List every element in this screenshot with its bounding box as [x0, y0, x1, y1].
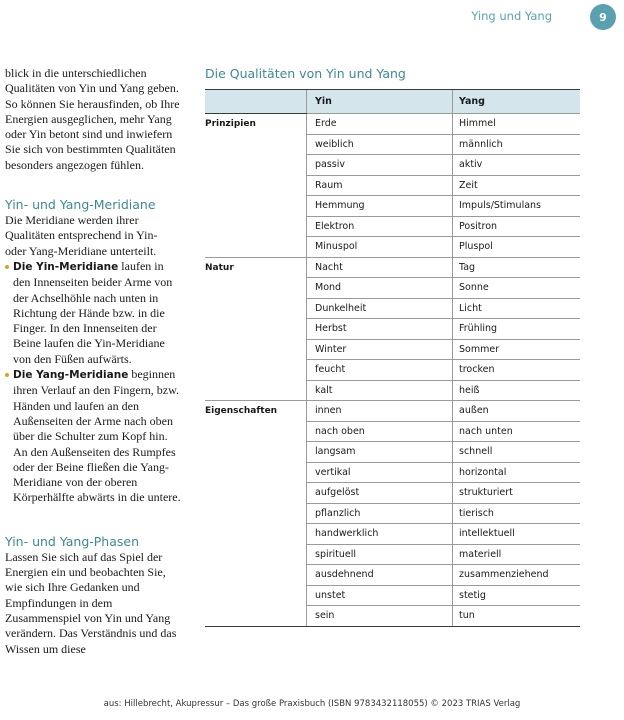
category-cell: Prinzipien [205, 119, 256, 129]
yang-cell: Positron [453, 216, 581, 237]
yang-cell: strukturiert [453, 483, 581, 504]
table-row [205, 360, 580, 381]
yang-cell: stetig [453, 585, 581, 606]
yang-cell: tun [453, 606, 581, 627]
yin-cell: unstet [307, 585, 453, 606]
table-row [205, 585, 580, 606]
yang-cell: intellektuell [453, 524, 581, 545]
yang-cell: Sommer [453, 339, 581, 360]
yin-cell: nach oben [307, 421, 453, 442]
table-row [205, 319, 580, 340]
table-row [205, 483, 580, 504]
yang-cell: heiß [453, 380, 581, 401]
yang-cell: Licht [453, 298, 581, 319]
footer-citation: aus: Hillebrecht, Akupressur – Das große Praxisbuch (ISBN 9783432118055) © 2023 TRIAS Verlag [103, 699, 521, 709]
yin-cell: ausdehnend [307, 565, 453, 586]
yang-cell: Pluspol [453, 237, 581, 258]
table-row [205, 524, 580, 545]
intro-paragraph: blick in die unterschiedlichen Qualitäten von Yin und Yang geben. So können Sie herausfinden, ob Ihre Energien ausgeglichen, mehr Yang oder Yin betont sind und inwiefern Sie sich von bestimmten Qualitäten besonders angezogen fühlen. [5, 66, 180, 172]
yang-cell: Tag [453, 257, 581, 278]
yin-cell: innen [307, 401, 453, 422]
yin-cell: Mond [307, 278, 453, 299]
yin-cell: Hemmung [307, 196, 453, 217]
table-row [205, 114, 580, 135]
table-header-row [205, 90, 580, 114]
yin-cell: Erde [307, 114, 453, 135]
header-cell-yang: Yang [453, 90, 581, 114]
yang-cell: schnell [453, 442, 581, 463]
table-row [205, 278, 580, 299]
yin-cell: Dunkelheit [307, 298, 453, 319]
yin-cell: langsam [307, 442, 453, 463]
category-cell [205, 237, 307, 258]
yin-cell: sein [307, 606, 453, 627]
table-row [205, 565, 580, 586]
bullet-text: beginnen ihren Verlauf an den Fingern, bzw. Händen und laufen an den Außenseiten der Arme nach oben über die Schulter zum Kopf hin. An den Außenseiten des Rumpfes oder der Beine fließen die Yang-Meridiane von der oberen Körperhälfte abwärts in die untere. [13, 367, 181, 505]
meridiane-paragraph: Die Meridiane werden ihrer Qualitäten entsprechend in Yin- oder Yang-Meridiane unterteilt. [5, 213, 158, 258]
yin-cell: aufgelöst [307, 483, 453, 504]
category-cell [205, 216, 307, 237]
list-item [5, 259, 181, 367]
yin-cell: Herbst [307, 319, 453, 340]
table-row [205, 544, 580, 565]
yang-cell: zusammenziehend [453, 565, 581, 586]
category-cell [205, 155, 307, 176]
meridiane-heading: Yin- und Yang-Meridiane [5, 197, 156, 213]
yang-cell: aktiv [453, 155, 581, 176]
left-column [5, 66, 181, 657]
table-row [205, 339, 580, 360]
table-row [205, 196, 580, 217]
category-cell [205, 134, 307, 155]
category-cell [205, 196, 307, 217]
category-cell [205, 585, 307, 606]
category-cell [205, 606, 307, 627]
table-row [205, 257, 580, 278]
category-cell [205, 298, 307, 319]
category-cell [205, 339, 307, 360]
table-row [205, 442, 580, 463]
category-cell [205, 462, 307, 483]
yang-cell: nach unten [453, 421, 581, 442]
bullet-bold: Die Yang-Meridiane [13, 369, 129, 382]
yang-cell: außen [453, 401, 581, 422]
category-cell: Natur [205, 262, 234, 273]
bullet-bold: Die Yin-Meridiane [13, 260, 119, 273]
yin-yang-table [205, 89, 580, 627]
phasen-paragraph: Lassen Sie sich auf das Spiel der Energien ein und beobachten Sie, wie sich Ihre Gedanken und Empfindungen in dem Zusammenspiel von Yin und Yang verändern. Das Verständnis und das Wissen um diese [5, 549, 177, 656]
category-cell [205, 565, 307, 586]
yin-cell: passiv [307, 155, 453, 176]
table-row [205, 216, 580, 237]
meridiane-list [5, 259, 181, 506]
yin-cell: Minuspol [307, 237, 453, 258]
yin-cell: Winter [307, 339, 453, 360]
table-row [205, 421, 580, 442]
table-title: Die Qualitäten von Yin und Yang [205, 66, 406, 81]
yin-cell: handwerklich [307, 524, 453, 545]
phasen-heading: Yin- und Yang-Phasen [5, 533, 140, 549]
table-row [205, 298, 580, 319]
table-row [205, 175, 580, 196]
yang-cell: Sonne [453, 278, 581, 299]
table-row [205, 155, 580, 176]
yang-cell: trocken [453, 360, 581, 381]
category-cell [205, 442, 307, 463]
yin-cell: Nacht [307, 257, 453, 278]
category-cell [205, 380, 307, 401]
category-cell [205, 544, 307, 565]
yin-cell: weiblich [307, 134, 453, 155]
bullet-text: laufen in den Innenseiten beider Arme von der Achselhöhle nach unten in Richtung der Hände bzw. in die Finger. In den Innenseiten der Beine laufen die Yin-Meridiane von den Füßen aufwärts. [13, 258, 173, 366]
yin-cell: kalt [307, 380, 453, 401]
category-cell [205, 503, 307, 524]
table-row [205, 462, 580, 483]
table-row [205, 380, 580, 401]
yang-cell: Himmel [453, 114, 581, 135]
category-cell: Eigenschaften [205, 406, 278, 416]
yang-cell: tierisch [453, 503, 581, 524]
table-row [205, 401, 580, 422]
yang-cell: horizontal [453, 462, 581, 483]
running-header: Ying und Yang [471, 9, 552, 23]
list-item [5, 367, 181, 506]
yang-cell: Zeit [453, 175, 581, 196]
table-row [205, 237, 580, 258]
yin-cell: vertikal [307, 462, 453, 483]
yang-cell: Frühling [453, 319, 581, 340]
category-cell [205, 524, 307, 545]
yin-cell: Elektron [307, 216, 453, 237]
table-row [205, 503, 580, 524]
header-cell-yin: Yin [307, 90, 453, 114]
category-cell [205, 360, 307, 381]
yin-cell: feucht [307, 360, 453, 381]
category-cell [205, 319, 307, 340]
category-cell [205, 175, 307, 196]
yin-cell: Raum [307, 175, 453, 196]
yang-cell: männlich [453, 134, 581, 155]
yang-cell: Impuls/Stimulans [453, 196, 581, 217]
yin-cell: spirituell [307, 544, 453, 565]
table-row [205, 606, 580, 627]
category-cell [205, 483, 307, 504]
category-cell [205, 421, 307, 442]
category-cell [205, 278, 307, 299]
yin-cell: pflanzlich [307, 503, 453, 524]
page-number-badge: 9 [590, 4, 616, 30]
table-row [205, 134, 580, 155]
yang-cell: materiell [453, 544, 581, 565]
header-cell-empty [205, 90, 307, 114]
